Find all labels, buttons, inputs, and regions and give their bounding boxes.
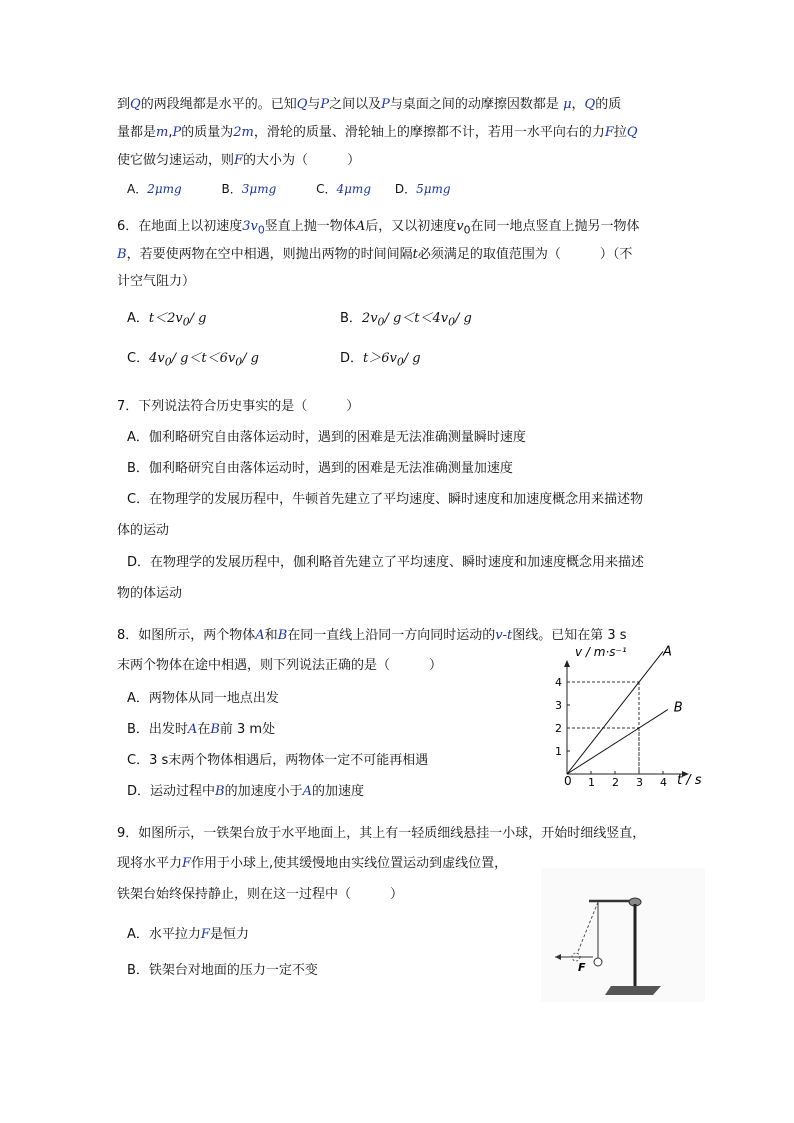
iron-stand-figure bbox=[541, 868, 706, 1003]
q5-option-b: B．3μmg bbox=[221, 182, 277, 196]
q9-line1: 9．如图所示，一铁架台放于水平地面上，其上有一轻质细线悬挂一小球，开始时细线竖直， bbox=[117, 826, 646, 841]
q7-option-c-line2: 体的运动 bbox=[117, 523, 170, 538]
q5-line1: 到Q的两段绳都是水平的。已知Q与P之间以及P与桌面之间的动摩擦因数都是 μ，Q的质 bbox=[117, 97, 622, 112]
q8-option-c: C．3 s末两个物体相遇后，两物体一定不可能再相遇 bbox=[127, 753, 429, 768]
q7-option-c-line1: C．在物理学的发展历程中，牛顿首先建立了平均速度、瞬时速度和加速度概念用来描述物 bbox=[127, 492, 644, 507]
q5-line3: 使它做匀速运动，则F的大小为（ ） bbox=[117, 153, 361, 168]
q6-line2: B，若要使两物在空中相遇，则抛出两物的时间间隔t必须满足的取值范围为（ ）（不 bbox=[117, 247, 633, 262]
y-axis-arrow bbox=[564, 660, 570, 667]
q9-line2: 现将水平力F作用于小球上,使其缓慢地由实线位置运动到虚线位置， bbox=[117, 856, 508, 871]
q5-option-a: A．2μmg bbox=[127, 182, 182, 196]
q6-option-c: C．$4v_0/$ $g<t<6v_0/$ g bbox=[127, 351, 260, 369]
q5-options bbox=[127, 180, 451, 198]
series-label-a: A bbox=[663, 644, 672, 660]
q8-line2: 末两个物体在途中相遇，则下列说法正确的是（ ） bbox=[117, 658, 443, 673]
q5-line2: 量都是m,P的质量为2m，滑轮的质量、滑轮轴上的摩擦都不计，若用一水平向右的力F拉Q bbox=[117, 125, 638, 140]
x-tick-label: 1 bbox=[588, 776, 595, 789]
q6-line3: 计空气阻力） bbox=[117, 274, 196, 289]
y-tick-label: 4 bbox=[555, 676, 562, 689]
q9-option-b: B．铁架台对地面的压力一定不变 bbox=[127, 963, 318, 978]
figure-frame bbox=[541, 868, 705, 1002]
y-tick-label: 2 bbox=[555, 722, 562, 735]
q8-line1: 8．如图所示，两个物体A和B在同一直线上沿同一方向同时运动的v-t图线。已知在第 3 s bbox=[117, 628, 627, 643]
vt-chart bbox=[545, 640, 705, 790]
q8-option-a: A．两物体从同一地点出发 bbox=[127, 691, 279, 706]
q6-option-d: D．$t>6v_0/$ g bbox=[340, 351, 421, 369]
x-axis-label: t / s bbox=[677, 773, 702, 788]
y-tick-label: 1 bbox=[555, 745, 562, 758]
series-line-b bbox=[567, 710, 668, 774]
q6-line1: 6．在地面上以初速度$3v_0$竖直上抛一物体A后，又以初速度$v_0$在同一地点竖直上抛另一物体 bbox=[117, 219, 640, 237]
q6-option-b: B．$2v_0/$ $g<t<4v_0/$ g bbox=[340, 311, 472, 329]
q8-option-b: B．出发时A在B前 3 m处 bbox=[127, 722, 276, 737]
y-axis-label: v / m·s⁻¹ bbox=[575, 645, 627, 659]
q7-option-d-line1: D．在物理学的发展历程中，伽利略首先建立了平均速度、瞬时速度和加速度概念用来描述 bbox=[127, 555, 645, 570]
q7-option-a: A．伽利略研究自由落体运动时，遇到的困难是无法准确测量瞬时速度 bbox=[127, 430, 526, 445]
x-tick-label: 4 bbox=[660, 776, 667, 789]
force-label: F bbox=[578, 961, 586, 974]
q5-option-d: D．5μmg bbox=[394, 182, 451, 196]
q5-option-c: C．4μmg bbox=[316, 182, 371, 196]
stand-base bbox=[605, 986, 661, 995]
series-line-a bbox=[567, 651, 663, 774]
y-tick-label: 3 bbox=[555, 699, 562, 712]
q7-stem: 7．下列说法符合历史事实的是（ ） bbox=[117, 399, 360, 414]
ball-solid bbox=[594, 958, 602, 966]
q7-option-d-line2: 物的体运动 bbox=[117, 586, 183, 601]
q9-option-a: A．水平拉力F是恒力 bbox=[127, 927, 249, 942]
q6-option-a: A．$t<2v_0/$ g bbox=[127, 311, 207, 329]
q8-option-d: D．运动过程中B的加速度小于A的加速度 bbox=[127, 784, 364, 799]
origin-label: 0 bbox=[564, 774, 572, 788]
q7-option-b: B．伽利略研究自由落体运动时，遇到的困难是无法准确测量加速度 bbox=[127, 461, 513, 476]
series-label-b: B bbox=[673, 700, 683, 716]
x-tick-label: 2 bbox=[612, 776, 619, 789]
x-tick-label: 3 bbox=[636, 776, 643, 789]
q9-line3: 铁架台始终保持静止，则在这一过程中（ ） bbox=[117, 887, 404, 902]
